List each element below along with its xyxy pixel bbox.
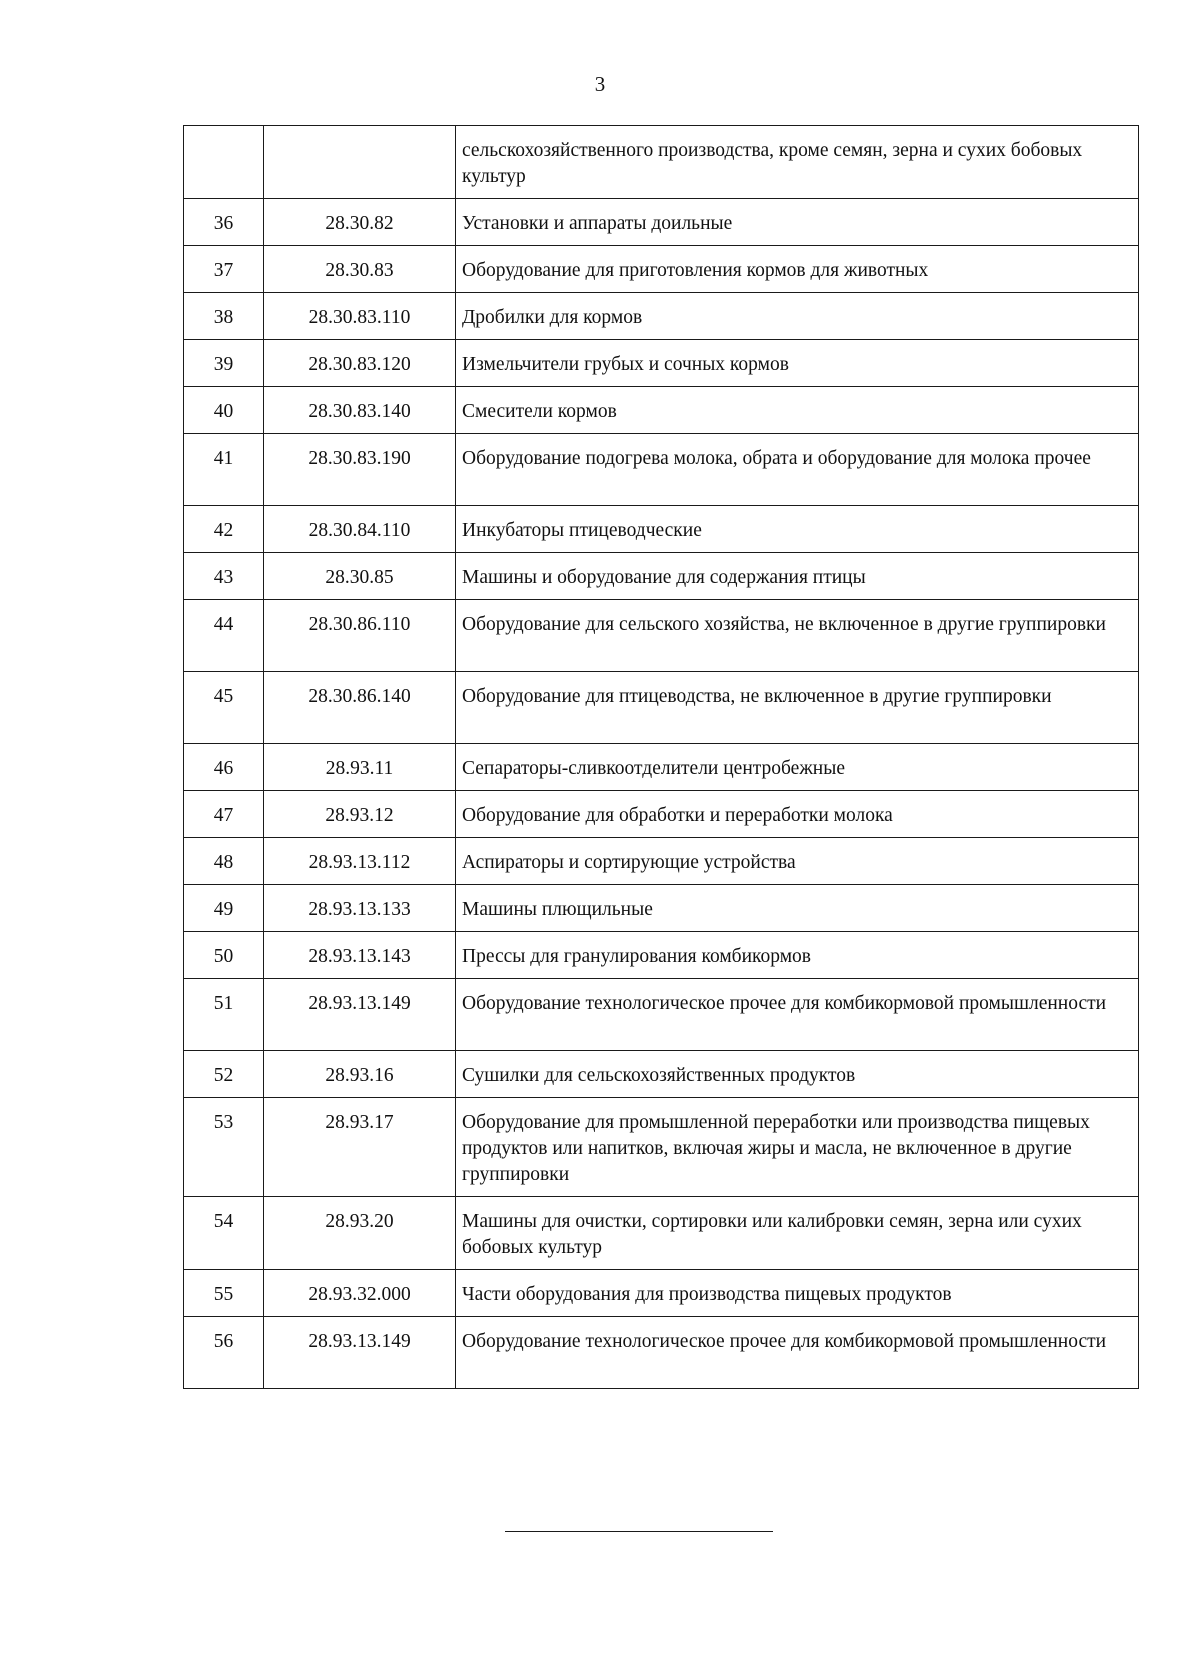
- okpd-code: 28.93.13.149: [264, 979, 456, 1051]
- item-name: Аспираторы и сортирующие устройства: [456, 838, 1139, 885]
- okpd-code: 28.93.13.133: [264, 885, 456, 932]
- table-row: [184, 293, 1139, 340]
- item-name: Инкубаторы птицеводческие: [456, 506, 1139, 553]
- okpd-code: 28.30.83.120: [264, 340, 456, 387]
- okpd-code: 28.30.82: [264, 199, 456, 246]
- okpd-code: 28.93.12: [264, 791, 456, 838]
- table-row: [184, 791, 1139, 838]
- item-name: Дробилки для кормов: [456, 293, 1139, 340]
- row-number: 49: [184, 885, 264, 932]
- table-row: [184, 1270, 1139, 1317]
- okpd-code: 28.93.11: [264, 744, 456, 791]
- row-number: 41: [184, 434, 264, 506]
- table-row: [184, 1197, 1139, 1270]
- table-row: [184, 126, 1139, 199]
- item-name: Установки и аппараты доильные: [456, 199, 1139, 246]
- table-row: [184, 506, 1139, 553]
- row-number: 53: [184, 1098, 264, 1197]
- okpd-code: 28.30.83.140: [264, 387, 456, 434]
- row-number: 37: [184, 246, 264, 293]
- okpd-code: 28.93.16: [264, 1051, 456, 1098]
- equipment-table: [183, 125, 1139, 1389]
- okpd-code: 28.30.86.110: [264, 600, 456, 672]
- item-name: Оборудование для птицеводства, не включенное в другие группировки: [456, 672, 1139, 744]
- item-name: Машины плющильные: [456, 885, 1139, 932]
- row-number: 55: [184, 1270, 264, 1317]
- row-number: 46: [184, 744, 264, 791]
- row-number: 48: [184, 838, 264, 885]
- row-number: 52: [184, 1051, 264, 1098]
- table-body: [184, 126, 1139, 1389]
- okpd-code: 28.93.32.000: [264, 1270, 456, 1317]
- row-number: 44: [184, 600, 264, 672]
- table-row: [184, 199, 1139, 246]
- okpd-code: 28.30.85: [264, 553, 456, 600]
- okpd-code: 28.93.20: [264, 1197, 456, 1270]
- item-name: Смесители кормов: [456, 387, 1139, 434]
- row-number: 39: [184, 340, 264, 387]
- table-row: [184, 387, 1139, 434]
- row-number: 43: [184, 553, 264, 600]
- table-row: [184, 672, 1139, 744]
- table-row: [184, 1317, 1139, 1389]
- item-name: Части оборудования для производства пищевых продуктов: [456, 1270, 1139, 1317]
- row-number: 56: [184, 1317, 264, 1389]
- row-number: 45: [184, 672, 264, 744]
- table-row: [184, 932, 1139, 979]
- row-number: 54: [184, 1197, 264, 1270]
- item-name: сельскохозяйственного производства, кроме семян, зерна и сухих бобовых культур: [456, 126, 1139, 199]
- okpd-code: [264, 126, 456, 199]
- row-number: 42: [184, 506, 264, 553]
- row-number: [184, 126, 264, 199]
- item-name: Сепараторы-сливкоотделители центробежные: [456, 744, 1139, 791]
- item-name: Оборудование технологическое прочее для комбикормовой промышленности: [456, 1317, 1139, 1389]
- table-row: [184, 838, 1139, 885]
- table-row: [184, 246, 1139, 293]
- item-name: Оборудование для промышленной переработки или производства пищевых продуктов или напитков, включая жиры и масла, не включенное в другие группировки: [456, 1098, 1139, 1197]
- item-name: Измельчители грубых и сочных кормов: [456, 340, 1139, 387]
- table-row: [184, 434, 1139, 506]
- okpd-code: 28.93.17: [264, 1098, 456, 1197]
- row-number: 36: [184, 199, 264, 246]
- table-row: [184, 600, 1139, 672]
- item-name: Машины для очистки, сортировки или калибровки семян, зерна или сухих бобовых культур: [456, 1197, 1139, 1270]
- page-number: 3: [594, 72, 606, 96]
- row-number: 38: [184, 293, 264, 340]
- footer-rule: [505, 1531, 773, 1532]
- okpd-code: 28.93.13.112: [264, 838, 456, 885]
- item-name: Оборудование для приготовления кормов для животных: [456, 246, 1139, 293]
- item-name: Оборудование для сельского хозяйства, не включенное в другие группировки: [456, 600, 1139, 672]
- row-number: 50: [184, 932, 264, 979]
- table-row: [184, 979, 1139, 1051]
- row-number: 51: [184, 979, 264, 1051]
- okpd-code: 28.30.83.110: [264, 293, 456, 340]
- item-name: Оборудование для обработки и переработки молока: [456, 791, 1139, 838]
- table-row: [184, 885, 1139, 932]
- item-name: Сушилки для сельскохозяйственных продуктов: [456, 1051, 1139, 1098]
- okpd-code: 28.30.83.190: [264, 434, 456, 506]
- item-name: Машины и оборудование для содержания птицы: [456, 553, 1139, 600]
- table-row: [184, 553, 1139, 600]
- row-number: 47: [184, 791, 264, 838]
- okpd-code: 28.30.83: [264, 246, 456, 293]
- okpd-code: 28.30.86.140: [264, 672, 456, 744]
- item-name: Оборудование технологическое прочее для комбикормовой промышленности: [456, 979, 1139, 1051]
- item-name: Оборудование подогрева молока, обрата и оборудование для молока прочее: [456, 434, 1139, 506]
- okpd-code: 28.30.84.110: [264, 506, 456, 553]
- table-row: [184, 1051, 1139, 1098]
- table-row: [184, 744, 1139, 791]
- okpd-code: 28.93.13.149: [264, 1317, 456, 1389]
- okpd-code: 28.93.13.143: [264, 932, 456, 979]
- item-name: Прессы для гранулирования комбикормов: [456, 932, 1139, 979]
- table-row: [184, 1098, 1139, 1197]
- table-row: [184, 340, 1139, 387]
- row-number: 40: [184, 387, 264, 434]
